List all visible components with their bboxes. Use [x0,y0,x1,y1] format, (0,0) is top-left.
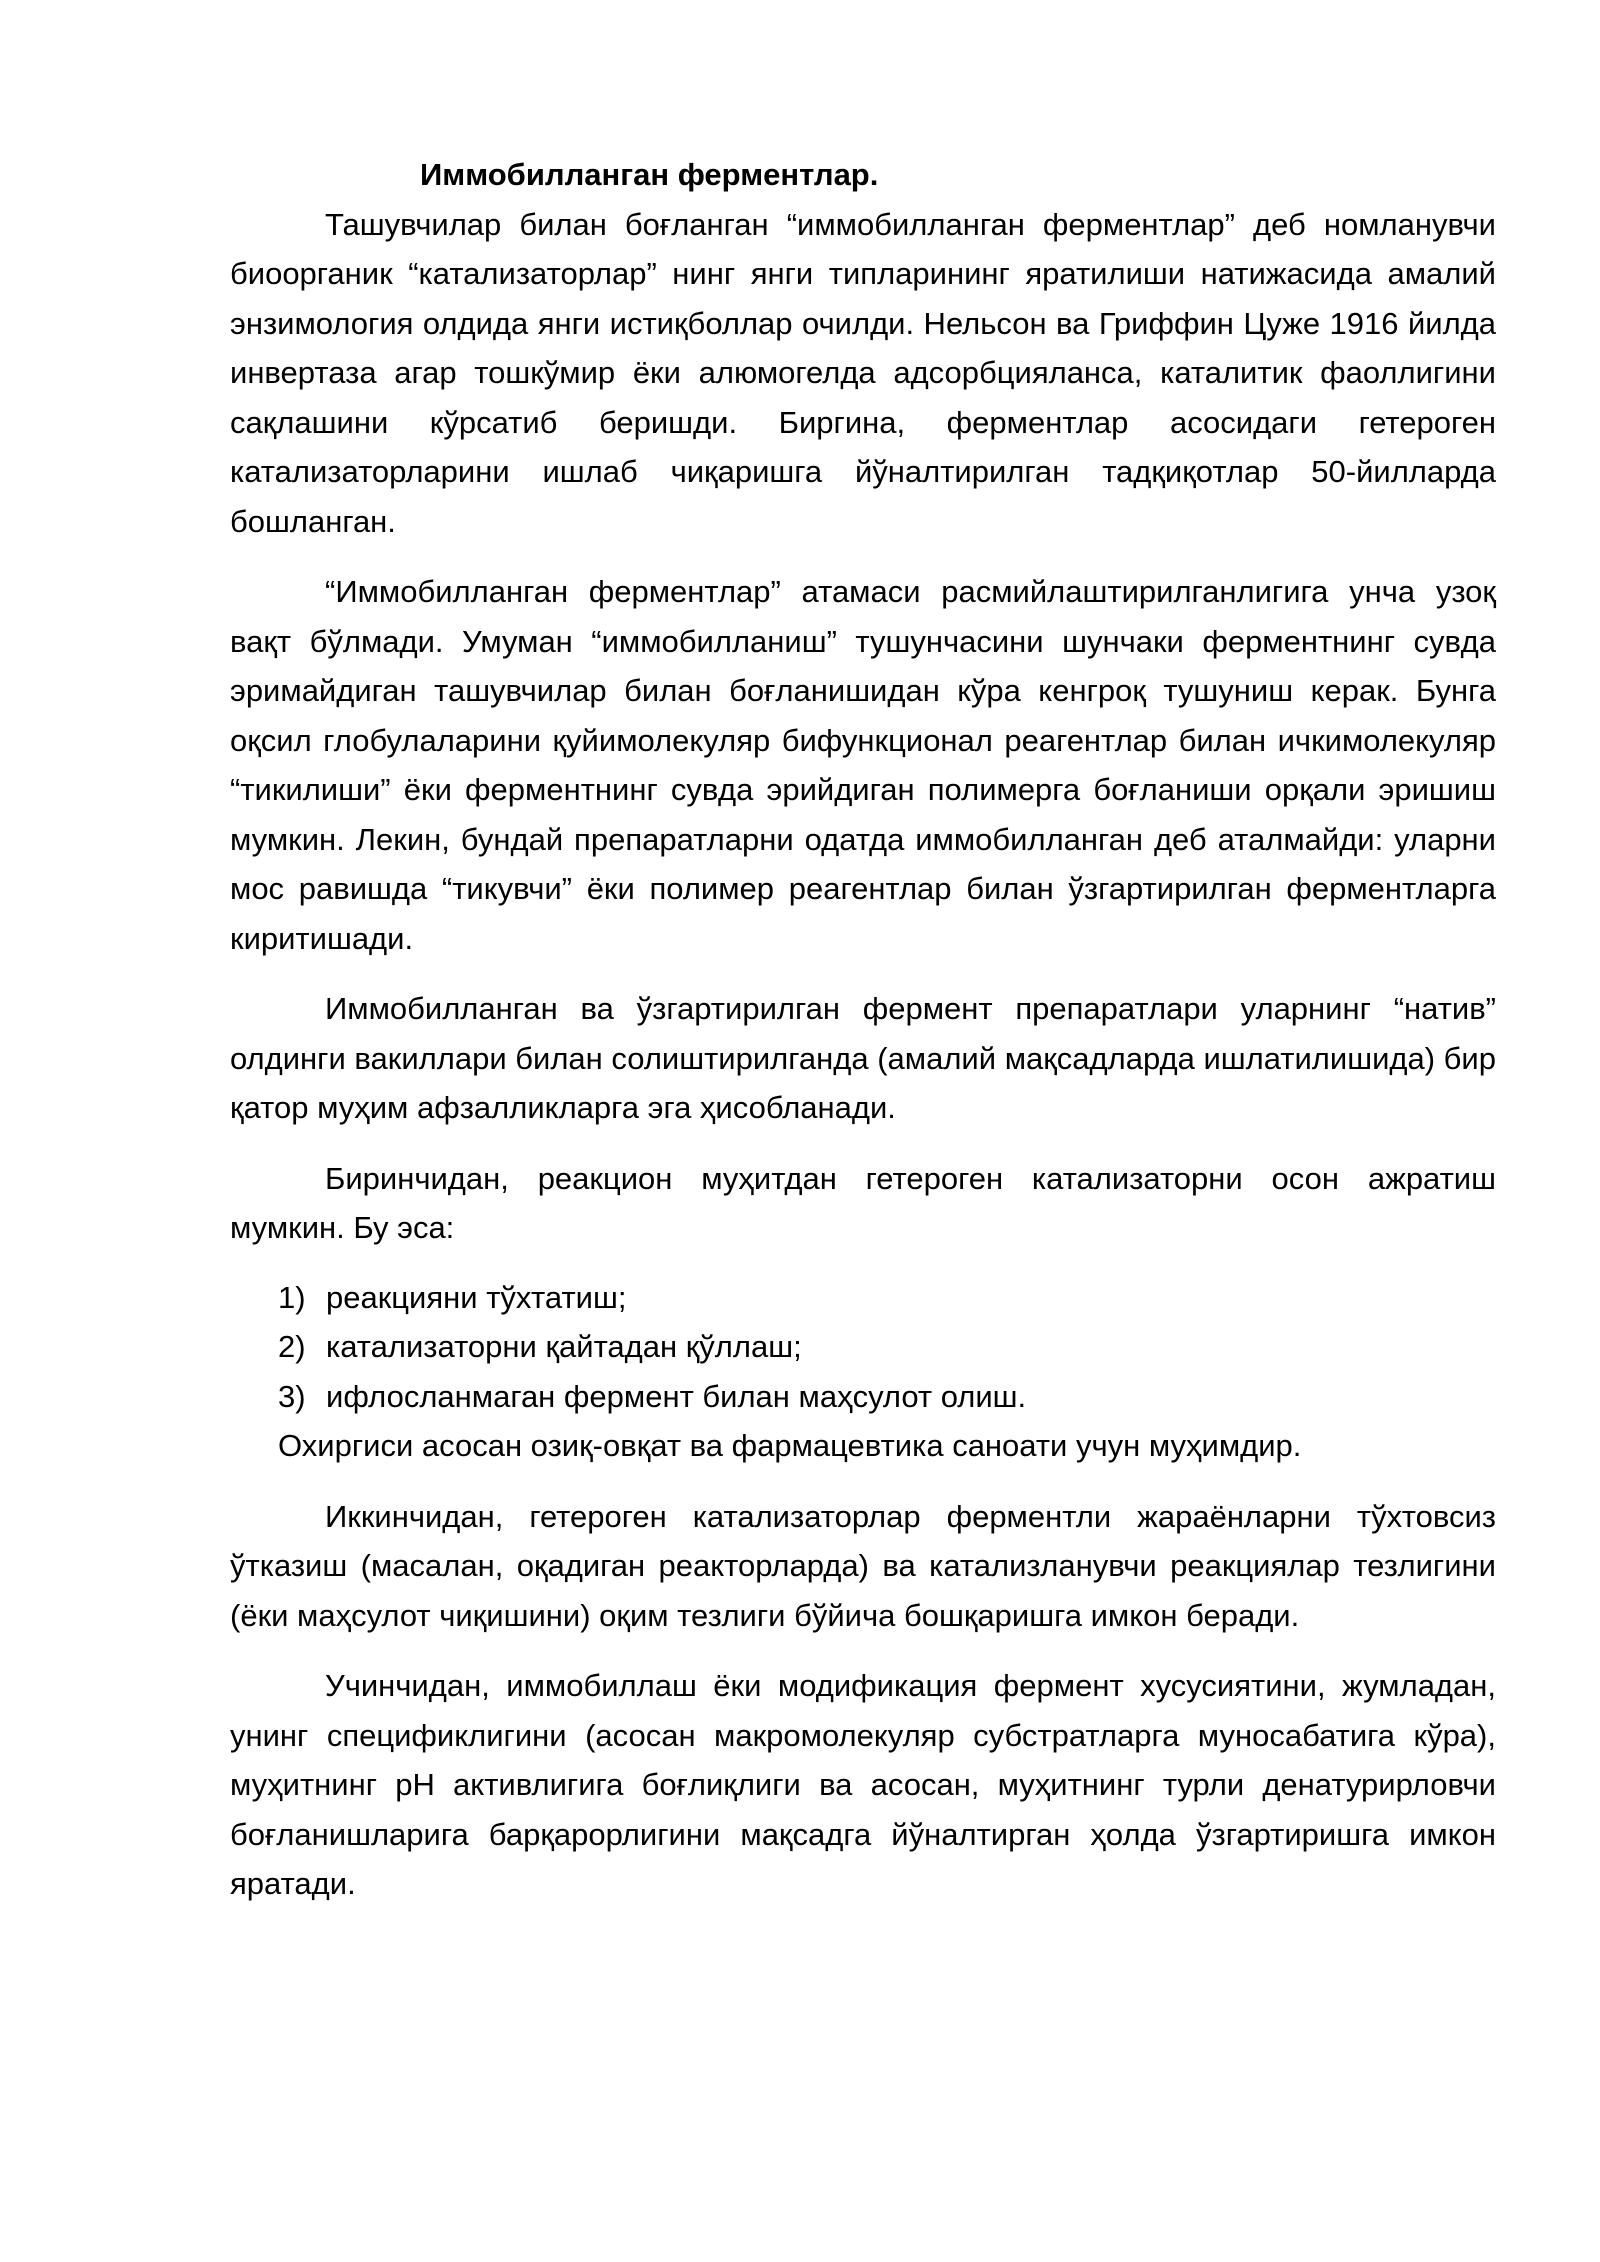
paragraph-intro: Ташувчилар билан боғланган “иммобилланган ферментлар” деб номланувчи биоорганик “катализаторлар” нинг янги типларининг яратилиши натижасида амалий энзимология олдида янги истиқболлар очилди. Нельсон ва Гриффин Цуже 1916 йилда инвертаза агар тошкўмир ёки алюмогелда адсорбцияланса, каталитик фаоллигини сақлашини кўрсатиб беришди. Биргина, ферментлар асосидаги гетероген катализаторларини ишлаб чиқаришга йўналтирилган тадқиқотлар 50-йилларда бошланган. [230,206,1496,539]
list-item-number: 2) [278,1329,306,1364]
list-item-text: катализаторни қайтадан қўллаш; [326,1329,802,1364]
list-item [230,1273,1496,1323]
paragraph-third-advantage: Учинчидан, иммобиллаш ёки модификация фермент хусусиятини, жумладан, унинг спецификлигини (асосан макромолекуляр субстратларга муносабатига кўра), муҳитнинг pH активлигига боғлиқлиги ва асосан, муҳитнинг турли денатурирловчи боғланишларига барқарорлигини мақсадга йўналтирган ҳолда ўзгартиришга имкон яратади. [230,1668,1496,1901]
list-item-text: реакцияни тўхтатиш; [326,1279,627,1315]
list-item-number: 3) [278,1378,306,1414]
paragraph-first-advantage: Биринчидан, реакцион муҳитдан гетероген катализаторни осон ажратиш мумкин. Бу эса: [230,1160,1496,1245]
list-note: Охиргиси асосан озиқ-овқат ва фармацевтика саноати учун муҳимдир. [278,1428,1302,1463]
document-title: Иммобилланган ферментлар. [420,157,879,192]
advantages-list [230,1273,1496,1422]
paragraph-second-advantage: Иккинчидан, гетероген катализаторлар ферментли жараёнларни тўхтовсиз ўтказиш (масалан, оқадиган реакторларда) ва катализланувчи реакциялар тезлигини (ёки маҳсулот чиқишини) оқим тезлиги бўйича бошқаришга имкон беради. [230,1498,1496,1633]
list-item [230,1372,1496,1422]
list-item-text: ифлосланмаган фермент билан маҳсулот олиш. [326,1378,1027,1414]
list-item [230,1322,1496,1372]
document-body [230,150,1496,1909]
list-item-number: 1) [278,1279,306,1315]
paragraph-advantages: Иммобилланган ва ўзгартирилган фермент препаратлари уларнинг “натив” олдинги вакиллари билан солиштирилганда (амалий мақсадларда ишлатилишида) бир қатор муҳим афзалликларга эга ҳисобланади. [230,991,1496,1125]
paragraph-term: “Иммобилланган ферментлар” атамаси расмийлаштирилганлигига унча узоқ вақт бўлмади. Умуман “иммобилланиш” тушунчасини шунчаки ферментнинг сувда эримайдиган ташувчилар билан боғланишидан кўра кенгроқ тушуниш керак. Бунга оқсил глобулаларини қуйимолекуляр бифункционал реагентлар билан ичкимолекуляр “тикилиши” ёки ферментнинг сувда эрийдиган полимерга боғланиши орқали эришиш мумкин. Лекин, бундай препаратларни одатда иммобилланган деб аталмайди: уларни мос равишда “тикувчи” ёки полимер реагентлар билан ўзгартирилган ферментларга киритишади. [230,574,1496,956]
